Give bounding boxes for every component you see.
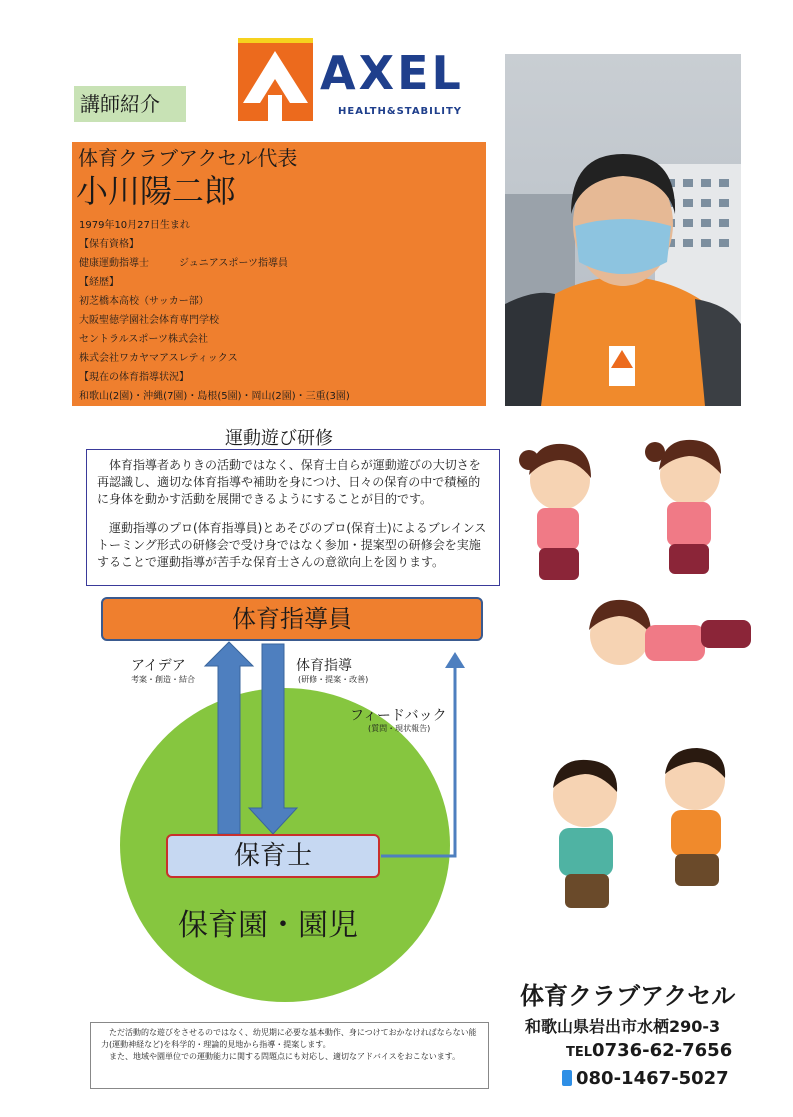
instructor-box: 体育指導員	[101, 597, 483, 641]
contact-tel	[566, 1040, 732, 1061]
training-paragraph: 体育指導者ありきの活動ではなく、保育士自らが運動遊びの大切さを再認識し、適切な体育指導や補助を身につけ、日々の保育の中で積極的に身体を動かす活動を展開できるようにすることが目的です。	[97, 458, 481, 506]
tel-prefix: TEL	[566, 1045, 593, 1060]
nursery-label: 保育園・園児	[178, 908, 358, 943]
profile-line: 株式会社ワカヤマアスレティックス	[79, 353, 238, 364]
profile-line: 和歌山(2園)・沖縄(7園)・島根(5園)・岡山(2園)・三重(3園)	[79, 391, 350, 402]
feedback-sub-label: (質問・現状報告)	[368, 724, 431, 733]
feedback-arrow-line	[381, 668, 455, 856]
profile-line: 初芝橋本高校（サッカー部）	[79, 296, 209, 307]
arrow-up-icon	[205, 642, 253, 834]
idea-sub-label: 考案・創造・結合	[131, 675, 195, 684]
mobile-phone-icon	[562, 1070, 572, 1086]
logo-tagline: HEALTH&STABILITY	[338, 106, 463, 117]
profile-line: 【現在の体育指導状況】	[79, 372, 189, 383]
profile-line: 1979年10月27日生まれ	[79, 220, 190, 231]
tel-number: 0736-62-7656	[592, 1040, 733, 1061]
profile-line: 大阪聖徳学園社会体育専門学校	[79, 315, 219, 326]
children-playing-illustration	[505, 420, 775, 700]
arrow-down-icon	[249, 644, 297, 834]
guidance-label: 体育指導	[296, 658, 352, 674]
note-line: ただ活動的な遊びをさせるのではなく、幼児期に必要な基本動作、身につけておかなければならない能力(運動神経など)を科学的・理論的見地から指導・提案します。	[101, 1028, 477, 1049]
note-line: また、地域や園単位での運動能力に関する問題点にも対応し、適切なアドバイスをおこないます。	[109, 1052, 461, 1061]
guidance-sub-label: (研修・提案・改善)	[298, 675, 369, 684]
mobile-number: 080-1467-5027	[576, 1068, 729, 1089]
contact-address: 和歌山県岩出市水栖290-3	[525, 1017, 721, 1036]
profile-role: 体育クラブアクセル代表	[78, 146, 298, 170]
contact-name: 体育クラブアクセル	[520, 982, 736, 1010]
profile-line: 【保有資格】	[79, 239, 139, 250]
profile-line: 【経歴】	[79, 277, 119, 288]
feedback-label: フィードバック	[350, 708, 447, 724]
boys-running-illustration	[515, 740, 775, 940]
profile-name: 小川陽二郎	[76, 172, 237, 210]
training-title: 運動遊び研修	[225, 428, 333, 449]
arrow-up-icon	[445, 652, 465, 668]
profile-line: 健康運動指導士 ジュニアスポーツ指導員	[79, 258, 288, 269]
profile-line: セントラルスポーツ株式会社	[79, 334, 208, 345]
teacher-box: 保育士	[166, 834, 380, 878]
training-paragraph: 運動指導のプロ(体育指導員)とあそびのプロ(保育士)によるブレインストーミング形式の研修会で受け身ではなく参加・提案型の研修会を実施することで運動指導が苦手な保育士さんの意欲向上を図ります。	[97, 521, 487, 569]
note-box	[90, 1022, 489, 1089]
idea-label: アイデア	[131, 658, 186, 674]
contact-mobile	[562, 1068, 729, 1089]
logo-brand: AXEL	[320, 46, 464, 100]
section-badge: 講師紹介	[74, 86, 186, 122]
